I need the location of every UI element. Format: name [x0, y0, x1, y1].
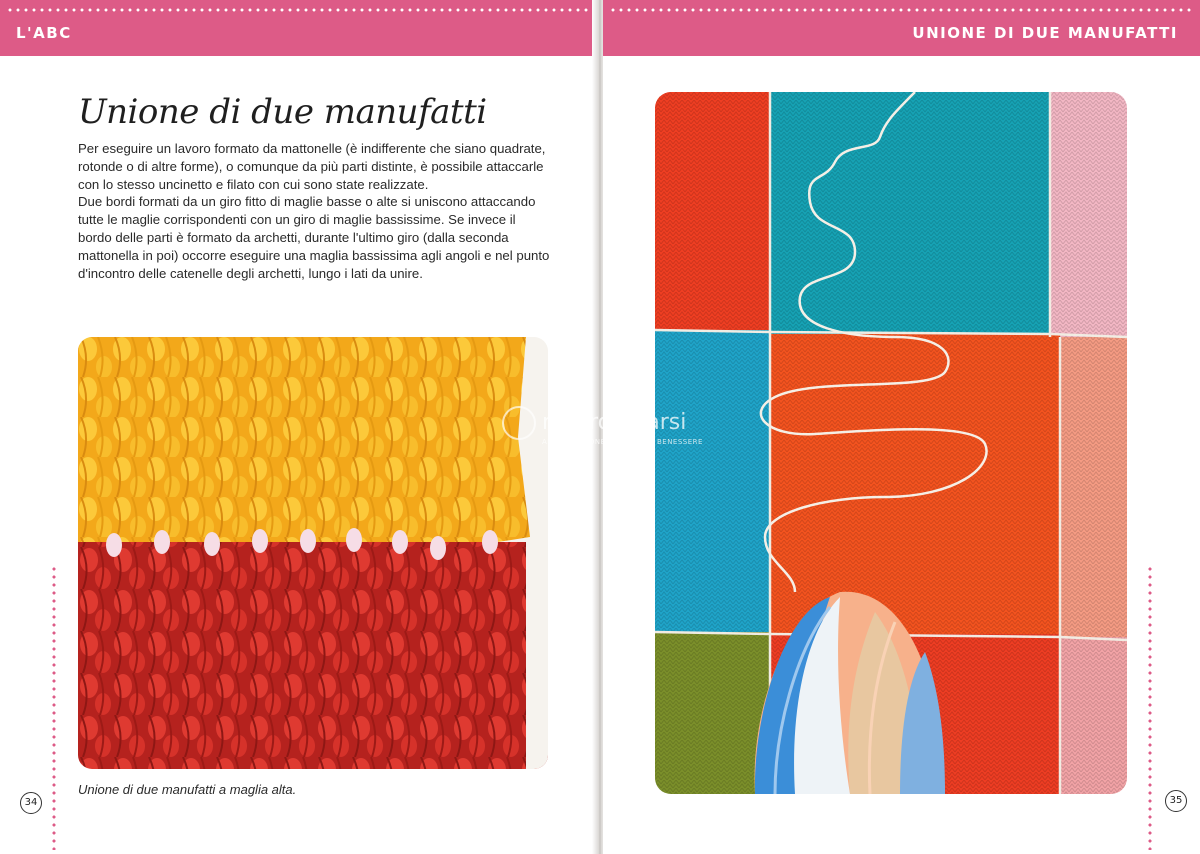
left-header-band: [0, 0, 597, 56]
left-dotted-margin: [52, 565, 56, 850]
photo-caption: Unione di due manufatti a maglia alta.: [78, 782, 297, 797]
page-title: Unione di due manufatti: [78, 92, 487, 132]
left-page-number: 34: [20, 792, 42, 814]
watermark: [502, 406, 703, 446]
right-header-label: UNIONE DI DUE MANUFATTI: [912, 24, 1178, 42]
header-dots: [6, 8, 591, 12]
right-page-number: 35: [1165, 790, 1187, 812]
leaf-circle-icon: [502, 406, 536, 440]
photo-granny-squares: [655, 92, 1127, 794]
paragraph-1: Per eseguire un lavoro formato da mattonelle (è indifferente che siano quadrate, rotonde o di altre forme), o comunque da più parti distinte, è possibile attaccarle con lo stesso uncinetto e filato con cui sono state realizzate.: [78, 141, 546, 192]
right-dotted-margin: [1148, 565, 1152, 850]
left-header-label: L'ABC: [16, 24, 72, 42]
body-text: [78, 140, 552, 282]
photo-crochet-join: [78, 337, 548, 769]
right-header-band: [603, 0, 1200, 56]
header-dots: [609, 8, 1194, 12]
watermark-brand: macrolibrarsi: [542, 410, 687, 435]
paragraph-2: Due bordi formati da un giro fitto di maglie basse o alte si uniscono attaccando tutte le maglie corrispondenti con un giro di maglie bassissime. Se invece il bordo delle parti è formato da archetti, durante l'ultimo giro (dalla seconda mattonella in poi) occorre eseguire una maglia bassissima agli angoli e nel punto d'incontro delle catenelle degli archetti, lungo i lati da unire.: [78, 194, 550, 281]
watermark-tagline: ALIMENTAZIONE NATURALE · BENESSERE: [542, 438, 703, 446]
